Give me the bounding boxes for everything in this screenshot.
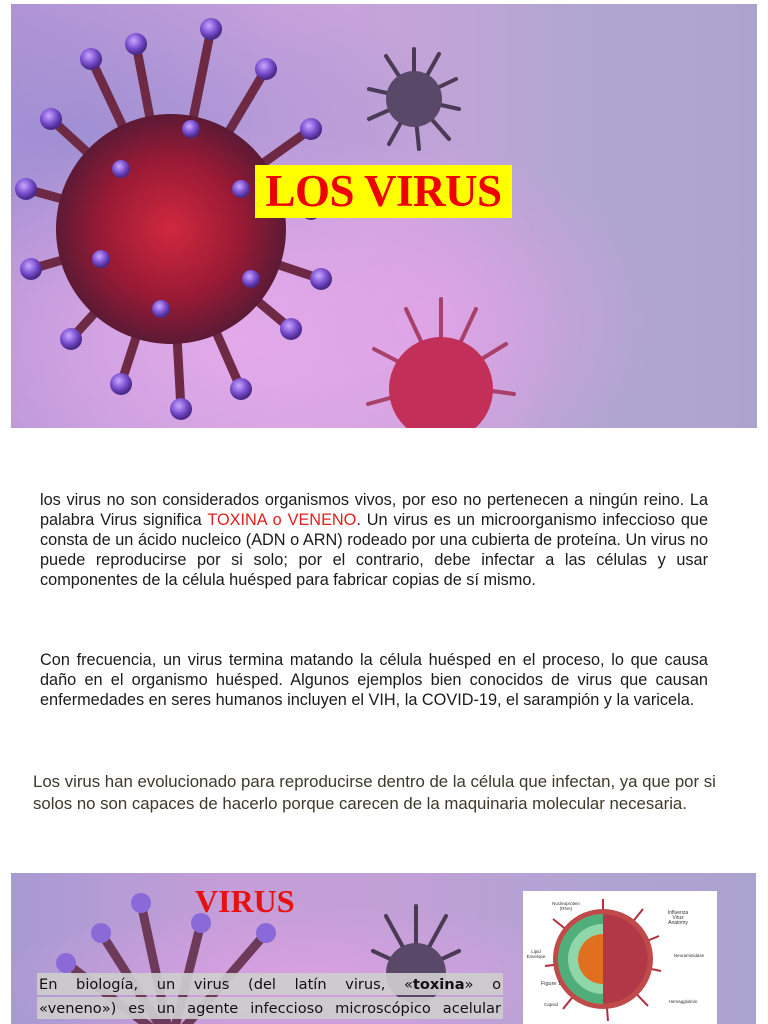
- label-lipid-envelope: Lipid Envelope: [526, 949, 546, 959]
- page-title: LOS VIRUS: [265, 166, 502, 216]
- label-hemagglutinin: Hemagglutinin: [668, 999, 698, 1004]
- paragraph-evolution: Los virus han evolucionado para reproducirse dentro de la célula que infectan, ya que por si solos no son capaces de hacerlo porque carecen de la maquinaria molecular necesaria.: [33, 772, 716, 813]
- definition-line-2: «veneno») es un agente infeccioso microscópico acelular: [37, 997, 503, 1019]
- label-figure-title: Influenza Virus Anatomy: [667, 910, 689, 926]
- influenza-anatomy-figure: [523, 891, 717, 1024]
- paragraph-effects: Con frecuencia, un virus termina matando la célula huésped en el proceso, lo que causa daño en el organismo huésped. Algunos ejemplos bien conocidos de virus que causan enfermedades en seres humanos incluyen el VIH, la COVID-19, el sarampión y la varicela.: [40, 651, 708, 709]
- label-capsid: Capsid: [543, 1002, 558, 1007]
- title-highlight-box: [255, 165, 512, 218]
- paragraph-definition: [40, 490, 708, 590]
- definition-line-1: [37, 973, 503, 995]
- hero-banner-image: [11, 4, 757, 428]
- label-figure-number: Figure 1: [540, 981, 562, 987]
- small-virus-illustration: [364, 44, 464, 154]
- label-nucleoprotein: Nucleoprotein (RNA): [552, 901, 580, 911]
- biology-definition: [37, 973, 503, 1021]
- highlighted-term: TOXINA o VENENO: [207, 511, 357, 529]
- virus-info-banner: [11, 873, 756, 1024]
- large-virus-illustration: [11, 9, 351, 428]
- definition-text: » o: [464, 976, 501, 993]
- label-neuraminidase: Neuraminidase: [673, 953, 705, 958]
- bottom-virus-illustration: [366, 294, 516, 428]
- paragraph-text: . Un virus es un microorganismo infeccioso que consta de un ácido nucleico (ADN o ARN) rodeado por una cubierta de proteína. Un virus no puede reproducirse por si solo; por el contrario, debe infectar a las células y usar componentes de la célula huésped para fabricar copias de sí mismo.: [40, 511, 709, 589]
- paragraph-text: los virus no son considerados organismos vivos, por eso no pertenecen a ningún reino. La palabra Virus significa: [40, 491, 708, 529]
- definition-text: En biología, un virus (del latín virus, «: [39, 976, 413, 993]
- section-title: VIRUS: [195, 883, 295, 919]
- bold-term: toxina: [412, 976, 465, 993]
